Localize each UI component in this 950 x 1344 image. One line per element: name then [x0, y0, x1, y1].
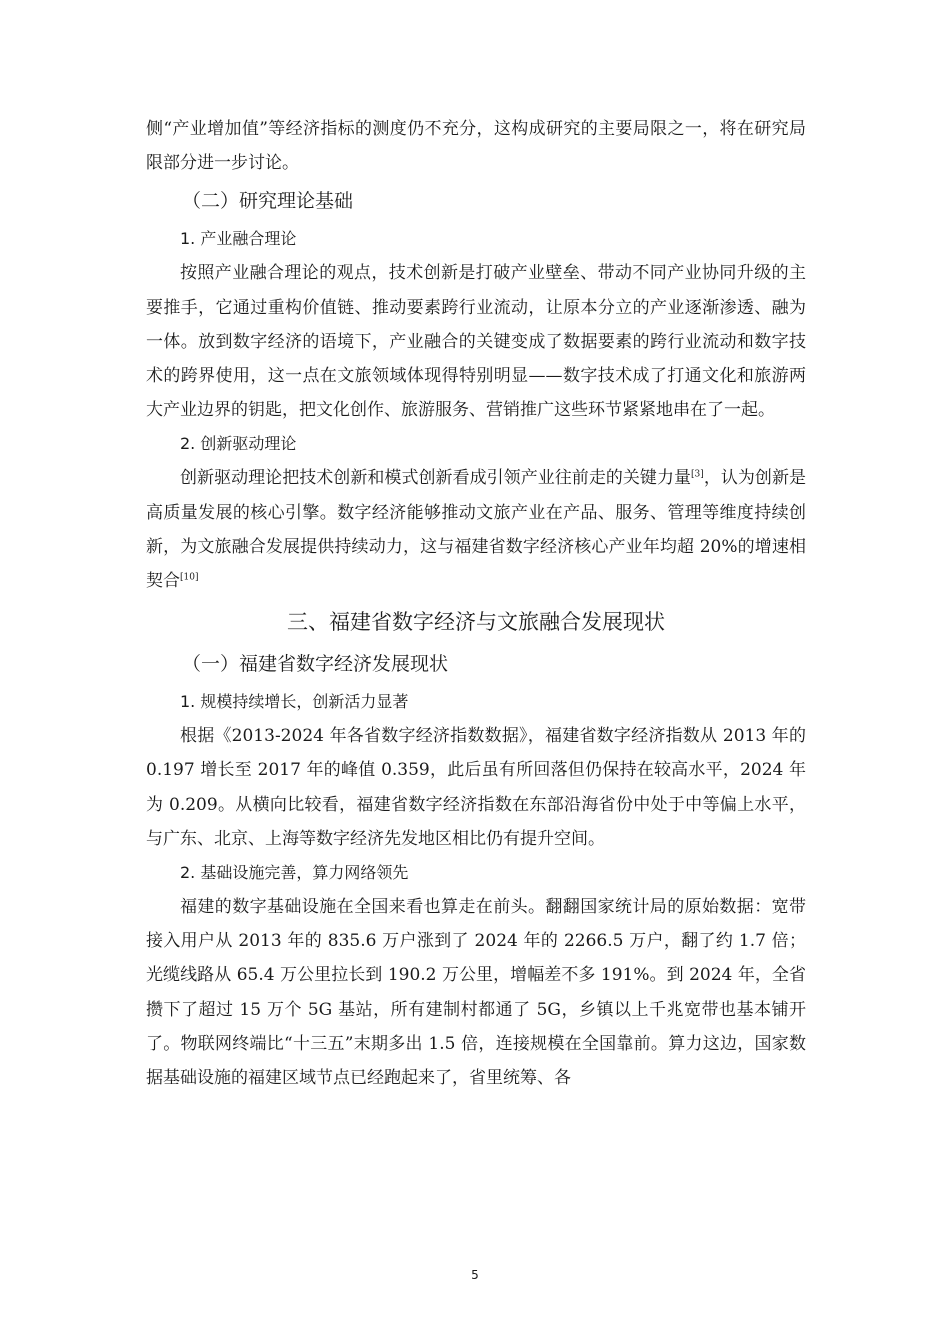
- innovation-text-part1: 创新驱动理论把技术创新和模式创新看成引领产业往前走的关键力量: [180, 468, 692, 489]
- item-heading-infrastructure: 2. 基础设施完善，算力网络领先: [180, 863, 409, 883]
- innovation-text-part2: ，认为创新是高质量发展的核心引擎。数字经济能够推动文旅产业在产品、服务、管理等维度持续创新，为文旅融合发展提供持续动力，这与福建省数字经济核心产业年均超 20%的增速相契合: [146, 468, 807, 592]
- infrastructure-paragraph: 福建的数字基础设施在全国来看也算走在前头。翻翻国家统计局的原始数据：宽带接入用户从 2013 年的 835.6 万户涨到了 2024 年的 2266.5 万户，翻了约 1.7 倍；光缆线路从 65.4 万公里拉长到 190.2 万公里，增幅差不多 191%。到 2024 年，全省攒下了超过 15 万个 5G 基站，所有建制村都通了 5G，乡镇以上千兆宽带也基本铺开了。物联网终端比“十三五”末期多出 1.5 倍，连接规模在全国靠前。算力这边，国家数据基础设施的福建区域节点已经跑起来了，省里统筹、各: [146, 897, 806, 1089]
- section-heading-digital-economy-status: （一）福建省数字经济发展现状: [182, 653, 449, 676]
- section-heading-research-theory: （二）研究理论基础: [182, 190, 354, 213]
- item-heading-scale-growth: 1. 规模持续增长，创新活力显著: [180, 692, 409, 712]
- chapter-heading-fujian-status: 三、福建省数字经济与文旅融合发展现状: [287, 610, 665, 635]
- item-heading-innovation-driven: 2. 创新驱动理论: [180, 434, 297, 454]
- item-heading-industry-convergence: 1. 产业融合理论: [180, 229, 297, 249]
- innovation-driven-paragraph: [146, 461, 806, 598]
- page-number: 5: [471, 1268, 479, 1282]
- page-content: [146, 112, 806, 1095]
- scale-growth-paragraph: 根据《2013-2024 年各省数字经济指数数据》，福建省数字经济指数从 2013 年的 0.197 增长至 2017 年的峰值 0.359，此后虽有所回落但仍保持在较高水平，2024 年为 0.209。从横向比较看，福建省数字经济指数在东部沿海省份中处于中等偏上水平，与广东、北京、上海等数字经济先发地区相比仍有提升空间。: [146, 726, 806, 849]
- citation-10: [10]: [180, 572, 199, 583]
- intro-paragraph: 侧“产业增加值”等经济指标的测度仍不充分，这构成研究的主要局限之一，将在研究局限部分进一步讨论。: [146, 119, 806, 174]
- industry-convergence-paragraph: 按照产业融合理论的观点，技术创新是打破产业壁垒、带动不同产业协同升级的主要推手，它通过重构价值链、推动要素跨行业流动，让原本分立的产业逐渐渗透、融为一体。放到数字经济的语境下，产业融合的关键变成了数据要素的跨行业流动和数字技术的跨界使用，这一点在文旅领域体现得特别明显——数字技术成了打通文化和旅游两大产业边界的钥匙，把文化创作、旅游服务、营销推广这些环节紧紧地串在了一起。: [146, 263, 806, 421]
- citation-3: [3]: [691, 469, 704, 480]
